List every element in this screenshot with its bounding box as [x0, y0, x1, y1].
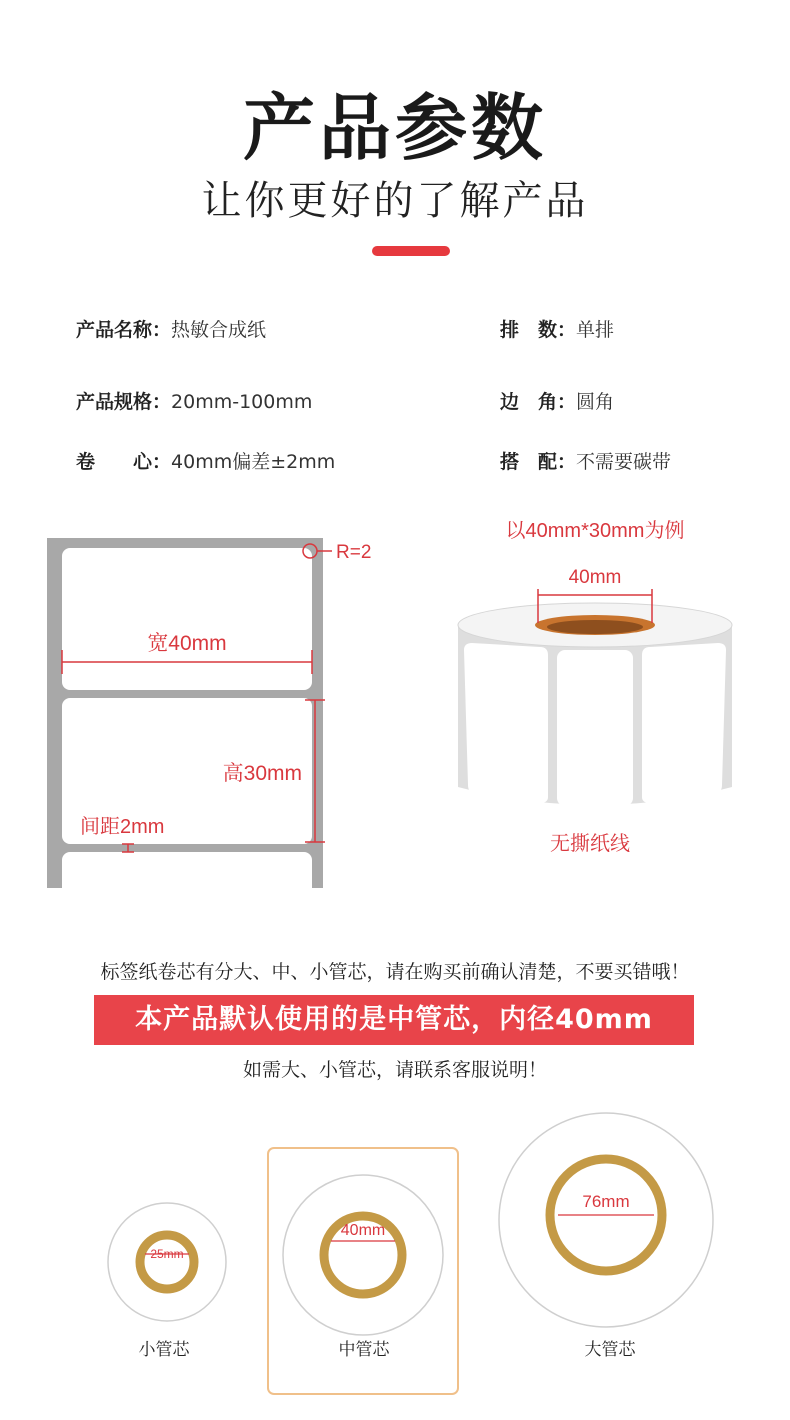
spec-label: 产品名称：	[76, 319, 172, 341]
page-subtitle: 让你更好的了解产品	[201, 178, 589, 224]
label-roll-diagram	[440, 505, 750, 865]
small-core-name: 小管芯	[138, 1340, 190, 1359]
medium-core-name: 中管芯	[338, 1340, 390, 1359]
roll-label-2	[557, 650, 633, 806]
small-roll-outline	[108, 1203, 226, 1321]
spec-label: 边 角：	[500, 391, 577, 413]
page-title: 产品参数	[242, 86, 547, 170]
spec-label: 排 数：	[500, 319, 577, 341]
core-notice-text: 标签纸卷芯有分大、中、小管芯，请在购买前确认清楚，不要买错哦！	[100, 961, 690, 983]
spec-label: 产品规格：	[76, 391, 172, 413]
small-core-size: 25mm	[150, 1247, 184, 1261]
large-roll-outline	[499, 1113, 713, 1327]
spec-product-size	[76, 388, 312, 416]
core-size-comparison	[0, 1100, 790, 1400]
large-core-size: 76mm	[582, 1192, 630, 1211]
gap-text: 间距2mm	[80, 816, 165, 838]
spec-value: 单排	[576, 319, 615, 341]
corner-radius-text: R=2	[336, 542, 372, 563]
roll-label-1	[464, 643, 548, 803]
spec-value: 40mm偏差±2mm	[171, 451, 336, 473]
contact-service-text: 如需大、小管芯，请联系客服说明！	[242, 1059, 547, 1081]
large-core-name: 大管芯	[584, 1340, 636, 1359]
label-piece-top	[62, 548, 312, 690]
label-dimension-diagram	[40, 530, 400, 900]
roll-label-3	[642, 643, 726, 803]
spec-corner	[500, 388, 614, 416]
default-core-banner: 本产品默认使用的是中管芯，内径40mm	[94, 995, 694, 1045]
medium-roll-outline	[283, 1175, 443, 1335]
spec-value: 20mm-100mm	[171, 391, 313, 413]
title-divider	[372, 246, 450, 256]
medium-core-size: 40mm	[340, 1222, 386, 1239]
spec-pairing	[500, 448, 671, 476]
spec-value: 热敏合成纸	[171, 319, 267, 341]
spec-label: 卷 心：	[76, 451, 172, 473]
spec-label: 搭 配：	[500, 451, 577, 473]
roll-example-text: 以40mm*30mm为例	[505, 520, 685, 542]
spec-rows	[500, 316, 614, 344]
spec-value: 圆角	[576, 391, 615, 413]
spec-core	[76, 448, 335, 476]
roll-core-text: 40mm	[568, 567, 622, 588]
spec-product-name	[76, 316, 266, 344]
height-text: 高30mm	[222, 762, 302, 785]
label-piece-bottom	[62, 852, 312, 900]
width-text: 宽40mm	[147, 632, 227, 655]
roll-caption: 无撕纸线	[550, 833, 630, 855]
spec-value: 不需要碳带	[576, 451, 672, 473]
